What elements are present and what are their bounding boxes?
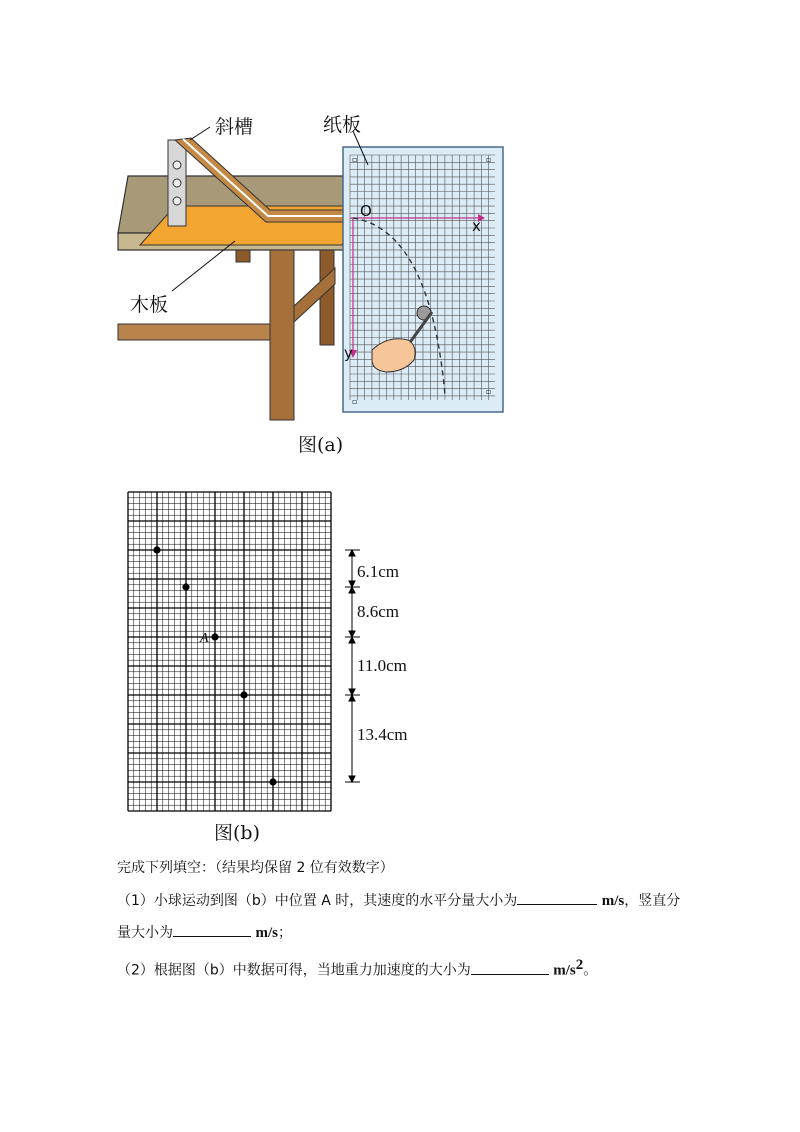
q1-text-2: ，竖直分	[624, 893, 681, 909]
point-1	[153, 546, 160, 553]
question-1-line-2	[117, 922, 292, 943]
measurement-3: 11.0cm	[357, 656, 407, 675]
q1-end: ；	[277, 925, 292, 941]
label-chute: 斜槽	[215, 116, 254, 138]
point-5	[269, 778, 276, 785]
q1-text: （1）小球运动到图（b）中位置 A 时，其速度的水平分量大小为	[117, 893, 518, 909]
measurement-1: 6.1cm	[357, 562, 400, 581]
measurement-2: 8.6cm	[357, 602, 400, 621]
question-1-line-1	[117, 890, 680, 911]
graph-paper	[128, 492, 331, 811]
instructions: 完成下列填空：（结果均保留 2 位有效数字）	[117, 860, 394, 876]
svg-text:▫: ▫	[486, 387, 492, 396]
q1-unit-2: m/s	[255, 925, 278, 941]
label-y: y	[344, 344, 353, 362]
point-a-label: A	[200, 631, 209, 646]
figure-b-caption: 图(b)	[214, 822, 260, 844]
q2-unit: m/s	[553, 962, 576, 979]
figure-b	[0, 480, 800, 820]
q2-end: 。	[583, 962, 598, 979]
q2-text: （2）根据图（b）中数据可得，当地重力加速度的大小为	[117, 962, 471, 979]
svg-text:▫: ▫	[486, 155, 492, 164]
table-leg-right	[320, 250, 334, 345]
figure-a	[0, 0, 800, 470]
q1-line2-text: 量大小为	[117, 925, 173, 941]
svg-text:▫: ▫	[352, 155, 358, 164]
point-2	[182, 583, 189, 590]
point-4	[240, 691, 247, 698]
q2-unit-superscript: 2	[575, 957, 584, 973]
point-a	[211, 633, 218, 640]
figure-a-caption: 图(a)	[298, 434, 344, 456]
svg-text:▫: ▫	[352, 397, 358, 406]
table-leg-front	[270, 250, 294, 420]
label-origin: O	[360, 202, 372, 220]
label-board: 木板	[130, 294, 169, 316]
answer-blank-vertical[interactable]	[173, 922, 251, 937]
measurement-4: 13.4cm	[357, 725, 408, 744]
question-2	[117, 955, 597, 981]
table-crossbar	[118, 324, 270, 340]
label-x: x	[472, 217, 481, 235]
answer-blank-horizontal[interactable]	[517, 890, 597, 905]
table-leg-back	[236, 250, 250, 262]
answer-blank-gravity[interactable]	[471, 960, 549, 975]
q1-unit-1: m/s	[601, 893, 625, 909]
label-paperboard: 纸板	[323, 114, 362, 136]
